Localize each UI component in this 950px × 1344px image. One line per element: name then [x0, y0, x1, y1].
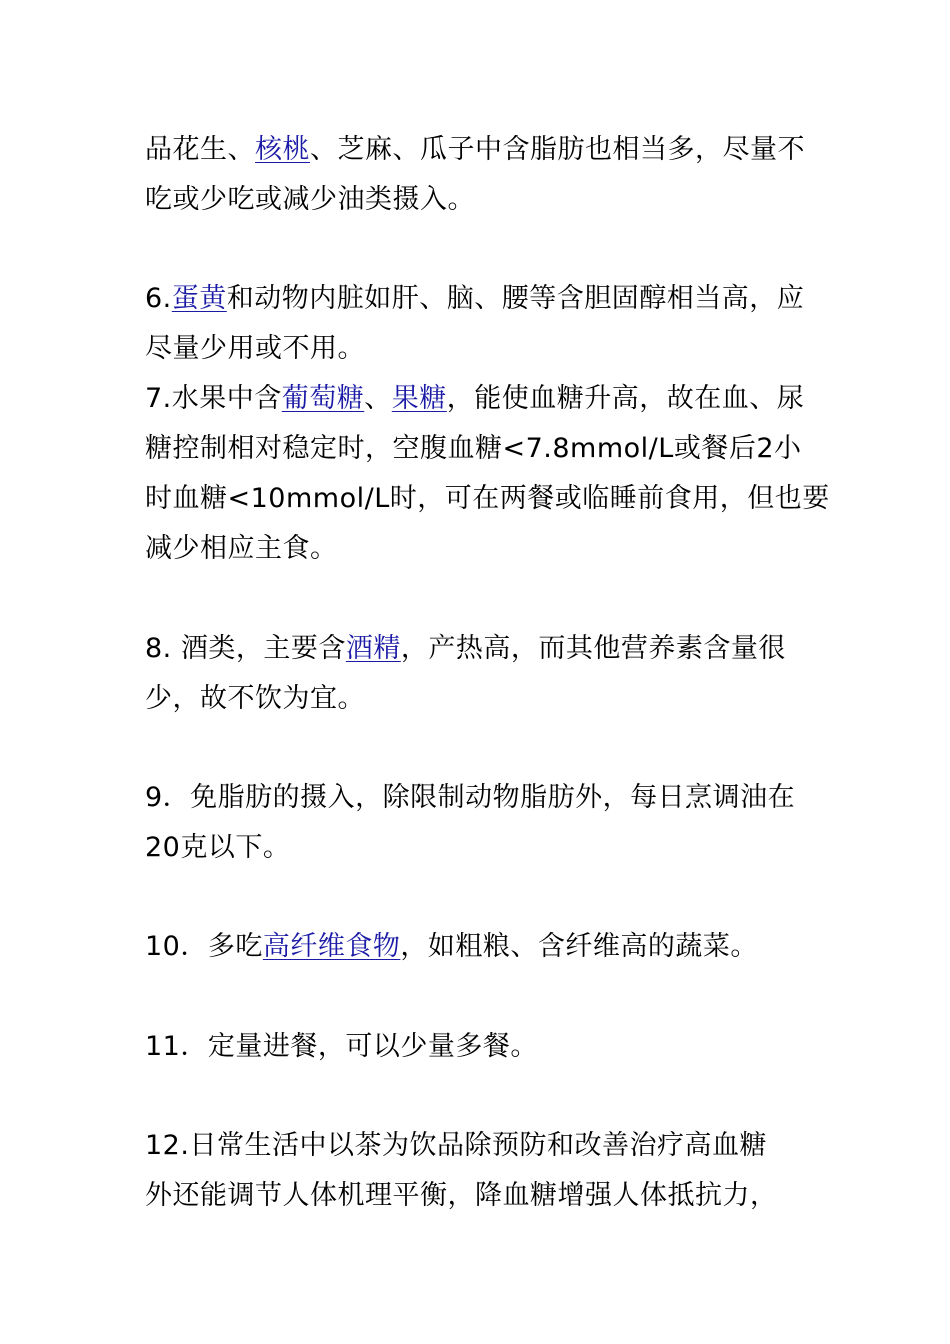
text-segment: 品花生、	[145, 134, 255, 165]
text-segment: 外还能调节人体机理平衡，降血糖增强人体抵抗力，	[145, 1180, 778, 1211]
link-egg-yolk[interactable]: 蛋黄	[171, 283, 227, 314]
text-line	[145, 430, 815, 468]
text-segment: 和动物内脏如肝、脑、腰等含胆固醇相当高，应	[226, 283, 805, 314]
text-line	[145, 680, 815, 718]
text-segment: ，产热高，而其他营养素含量很	[400, 633, 786, 664]
text-segment: 7.水果中含	[145, 383, 282, 414]
text-line	[145, 480, 830, 518]
text-line	[145, 530, 815, 568]
text-line	[145, 829, 815, 867]
text-line	[145, 1177, 815, 1215]
text-segment: 尽量少用或不用。	[145, 333, 365, 364]
text-segment: 少，故不饮为宜。	[145, 683, 365, 714]
text-segment: ，如粗粮、含纤维高的蔬菜。	[400, 931, 758, 962]
link-glucose[interactable]: 葡萄糖	[281, 383, 365, 414]
text-line	[145, 330, 815, 368]
text-segment: 12.日常生活中以茶为饮品除预防和改善治疗高血糖	[145, 1130, 767, 1161]
text-line	[145, 380, 815, 418]
text-line	[145, 1127, 815, 1165]
text-segment: 、芝麻、瓜子中含脂肪也相当多，尽量不	[310, 134, 805, 165]
text-segment: ，能使血糖升高，故在血、尿	[446, 383, 805, 414]
text-line	[145, 280, 815, 318]
text-segment: 10．多吃	[145, 931, 263, 962]
text-segment: 9．免脂肪的摄入，除限制动物脂肪外，每日烹调油在	[145, 782, 796, 813]
text-segment: 20克以下。	[145, 832, 291, 863]
text-line	[145, 181, 815, 219]
text-line	[145, 779, 815, 817]
text-line	[145, 1028, 815, 1066]
text-segment: 8. 酒类，主要含	[145, 633, 346, 664]
text-segment: 时血糖<10mmol/L时，可在两餐或临睡前食用，但也要	[145, 483, 830, 514]
text-segment: 吃或少吃或减少油类摄入。	[145, 184, 475, 215]
text-line	[145, 630, 815, 668]
text-segment: 11．定量进餐，可以少量多餐。	[145, 1031, 538, 1062]
text-line	[145, 928, 815, 966]
text-segment: 糖控制相对稳定时，空腹血糖<7.8mmol/L或餐后2小	[145, 433, 802, 464]
text-segment: 6.	[145, 283, 172, 314]
text-segment: 减少相应主食。	[145, 533, 338, 564]
link-high-fiber-food[interactable]: 高纤维食物	[262, 931, 401, 962]
text-line	[145, 131, 815, 169]
link-walnut[interactable]: 核桃	[255, 134, 310, 165]
text-segment: 、	[364, 383, 392, 414]
link-alcohol[interactable]: 酒精	[345, 633, 401, 664]
link-fructose[interactable]: 果糖	[391, 383, 447, 414]
